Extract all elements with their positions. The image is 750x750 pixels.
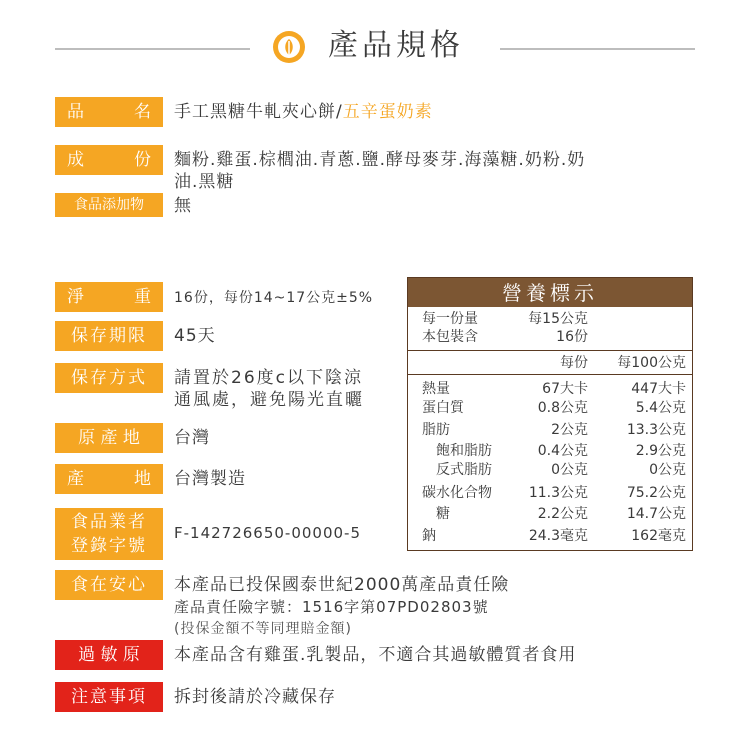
notice-value: 拆封後請於冷藏保存 (174, 687, 336, 707)
shelf-life-label: 保存期限 (55, 321, 163, 351)
ingredients-value: 麵粉.雞蛋.棕櫚油.青蔥.鹽.酵母麥芽.海藻糖.奶粉.奶 油.黑糖 (174, 150, 586, 192)
nutrition-row: 反式脂肪 0公克 0公克 (436, 462, 686, 478)
food-safety-value: 本產品已投保國泰世紀2000萬產品責任險 產品責任險字號：1516字第07PD02803號 (投保金額不等同理賠金額) (174, 575, 510, 637)
package-row: 本包裝含 16份 (422, 329, 588, 345)
allergen-label: 過 敏 原 (55, 640, 163, 670)
product-name-label: 品 名 (55, 97, 163, 127)
origin-label: 原 產 地 (55, 423, 163, 453)
net-weight-label: 淨 重 (55, 282, 163, 312)
nutrition-table (407, 277, 693, 551)
header-divider-left (55, 48, 250, 50)
product-name-highlight: 五辛蛋奶素 (342, 102, 433, 122)
nutrition-row: 熱量 67大卡 447大卡 (422, 381, 686, 397)
nutrition-divider (408, 374, 692, 375)
header-divider-right (500, 48, 695, 50)
nutrition-divider (408, 350, 692, 351)
registration-value: F-142726650-00000-5 (174, 524, 362, 542)
storage-label: 保存方式 (55, 363, 163, 393)
producer-label: 產 地 (55, 464, 163, 494)
storage-value: 請置於26度c以下陰涼 通風處，避免陽光直曬 (174, 368, 364, 410)
additives-value: 無 (174, 196, 192, 216)
nutrition-row: 飽和脂肪 0.4公克 2.9公克 (436, 443, 686, 459)
registration-label: 食品業者 登錄字號 (55, 508, 163, 560)
nutrition-row: 蛋白質 0.8公克 5.4公克 (422, 400, 686, 416)
product-name-value: 手工黑糖牛軋夾心餅/五辛蛋奶素 (174, 102, 433, 122)
origin-value: 台灣 (174, 428, 210, 448)
net-weight-value: 16份，每份14~17公克±5% (174, 290, 374, 306)
producer-value: 台灣製造 (174, 469, 246, 489)
allergen-value: 本產品含有雞蛋.乳製品，不適合其過敏體質者食用 (174, 645, 577, 665)
shelf-life-value: 45天 (174, 326, 216, 346)
ingredients-label: 成 份 (55, 145, 163, 175)
food-safety-label: 食在安心 (55, 570, 163, 600)
page-title: 產品規格 (328, 28, 464, 63)
nutrition-row: 糖 2.2公克 14.7公克 (436, 506, 686, 522)
nutrition-title: 營養標示 (408, 278, 692, 307)
nutrition-row: 鈉 24.3毫克 162毫克 (422, 528, 686, 544)
serving-row: 每一份量 每15公克 (422, 311, 588, 327)
nutrition-header-row: 每份 每100公克 (560, 355, 686, 371)
nutrition-row: 碳水化合物 11.3公克 75.2公克 (422, 485, 686, 501)
notice-label: 注意事項 (55, 682, 163, 712)
leaf-icon (273, 31, 305, 63)
nutrition-row: 脂肪 2公克 13.3公克 (422, 422, 686, 438)
additives-label: 食品添加物 (55, 193, 163, 217)
